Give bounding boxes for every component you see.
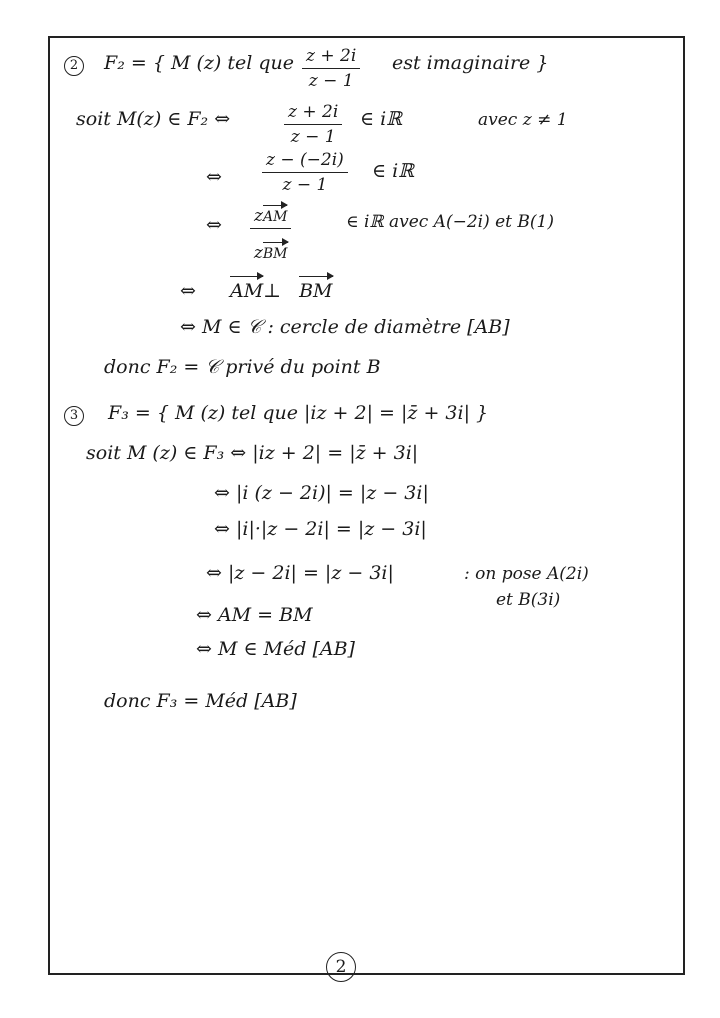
part3-definition: F₃ = { M (z) tel que |iz + 2| = |z̄ + 3i| } — [108, 402, 489, 424]
part2-line2-denominator: z − 1 — [282, 175, 328, 195]
page-frame — [48, 36, 685, 975]
part3-line3: ⇔ |i|·|z − 2i| = |z − 3i| — [214, 518, 427, 540]
part3-line2: ⇔ |i (z − 2i)| = |z − 3i| — [214, 482, 429, 504]
page-number: 2 — [326, 952, 356, 982]
part2-line1-numerator: z + 2i — [284, 102, 342, 125]
part2-line1-denominator: z − 1 — [290, 127, 336, 147]
part2-line3-prefix: ⇔ — [206, 214, 222, 236]
part3-line4-note2: et B(3i) — [496, 590, 561, 610]
part2-line3-den-vector: BM — [262, 246, 288, 262]
part2-def-denominator: z − 1 — [308, 71, 354, 91]
part3-line4-note1: : on pose A(2i) — [464, 564, 589, 584]
part2-conclusion: donc F₂ = 𝒞 privé du point B — [104, 356, 381, 378]
part2-line4-prefix: ⇔ — [180, 280, 196, 302]
part2-line3-suffix: ∈ iℝ avec A(−2i) et B(1) — [346, 212, 554, 232]
part2-heading — [64, 52, 294, 76]
part2-line1-fraction — [284, 102, 342, 147]
part2-def-fraction — [302, 46, 360, 91]
part2-def-numerator: z + 2i — [302, 46, 360, 69]
part2-line4 — [180, 280, 333, 302]
part3-line5: ⇔ AM = BM — [196, 604, 313, 626]
part2-line4-vector-bm: BM — [299, 280, 333, 302]
part2-line2-fraction — [262, 150, 348, 195]
part2-line4-vector-am: AM — [229, 280, 264, 302]
part3-line6: ⇔ M ∈ Méd [AB] — [196, 638, 355, 660]
part2-line2-suffix: ∈ iℝ — [372, 160, 414, 182]
part3-number: 3 — [64, 406, 84, 426]
part2-line3-den-z: z — [253, 243, 263, 263]
part2-line4-perp: ⊥ — [263, 280, 282, 302]
part2-number: 2 — [64, 56, 84, 76]
part3-heading — [64, 402, 488, 426]
part3-line4: ⇔ |z − 2i| = |z − 3i| — [206, 562, 394, 584]
part2-line1-suffix: ∈ iℝ — [360, 108, 402, 130]
part2-def-prefix: F₂ = { M (z) tel que — [104, 52, 294, 74]
part2-line1-prefix: soit M(z) ∈ F₂ ⇔ — [76, 108, 231, 130]
part2-line2-numerator: z − (−2i) — [262, 150, 348, 173]
part2-line1-condition: avec z ≠ 1 — [478, 110, 568, 130]
part2-line2-prefix: ⇔ — [206, 166, 222, 188]
part2-line3-num-z: z — [254, 206, 263, 226]
part2-line3-num-vector: AM — [262, 209, 288, 225]
part2-line3-fraction — [250, 196, 291, 263]
part3-conclusion: donc F₃ = Méd [AB] — [104, 690, 297, 712]
part2-def-suffix: est imaginaire } — [392, 52, 549, 74]
part2-line5: ⇔ M ∈ 𝒞 : cercle de diamètre [AB] — [180, 316, 510, 338]
part3-line1: soit M (z) ∈ F₃ ⇔ |iz + 2| = |z̄ + 3i| — [86, 442, 419, 464]
